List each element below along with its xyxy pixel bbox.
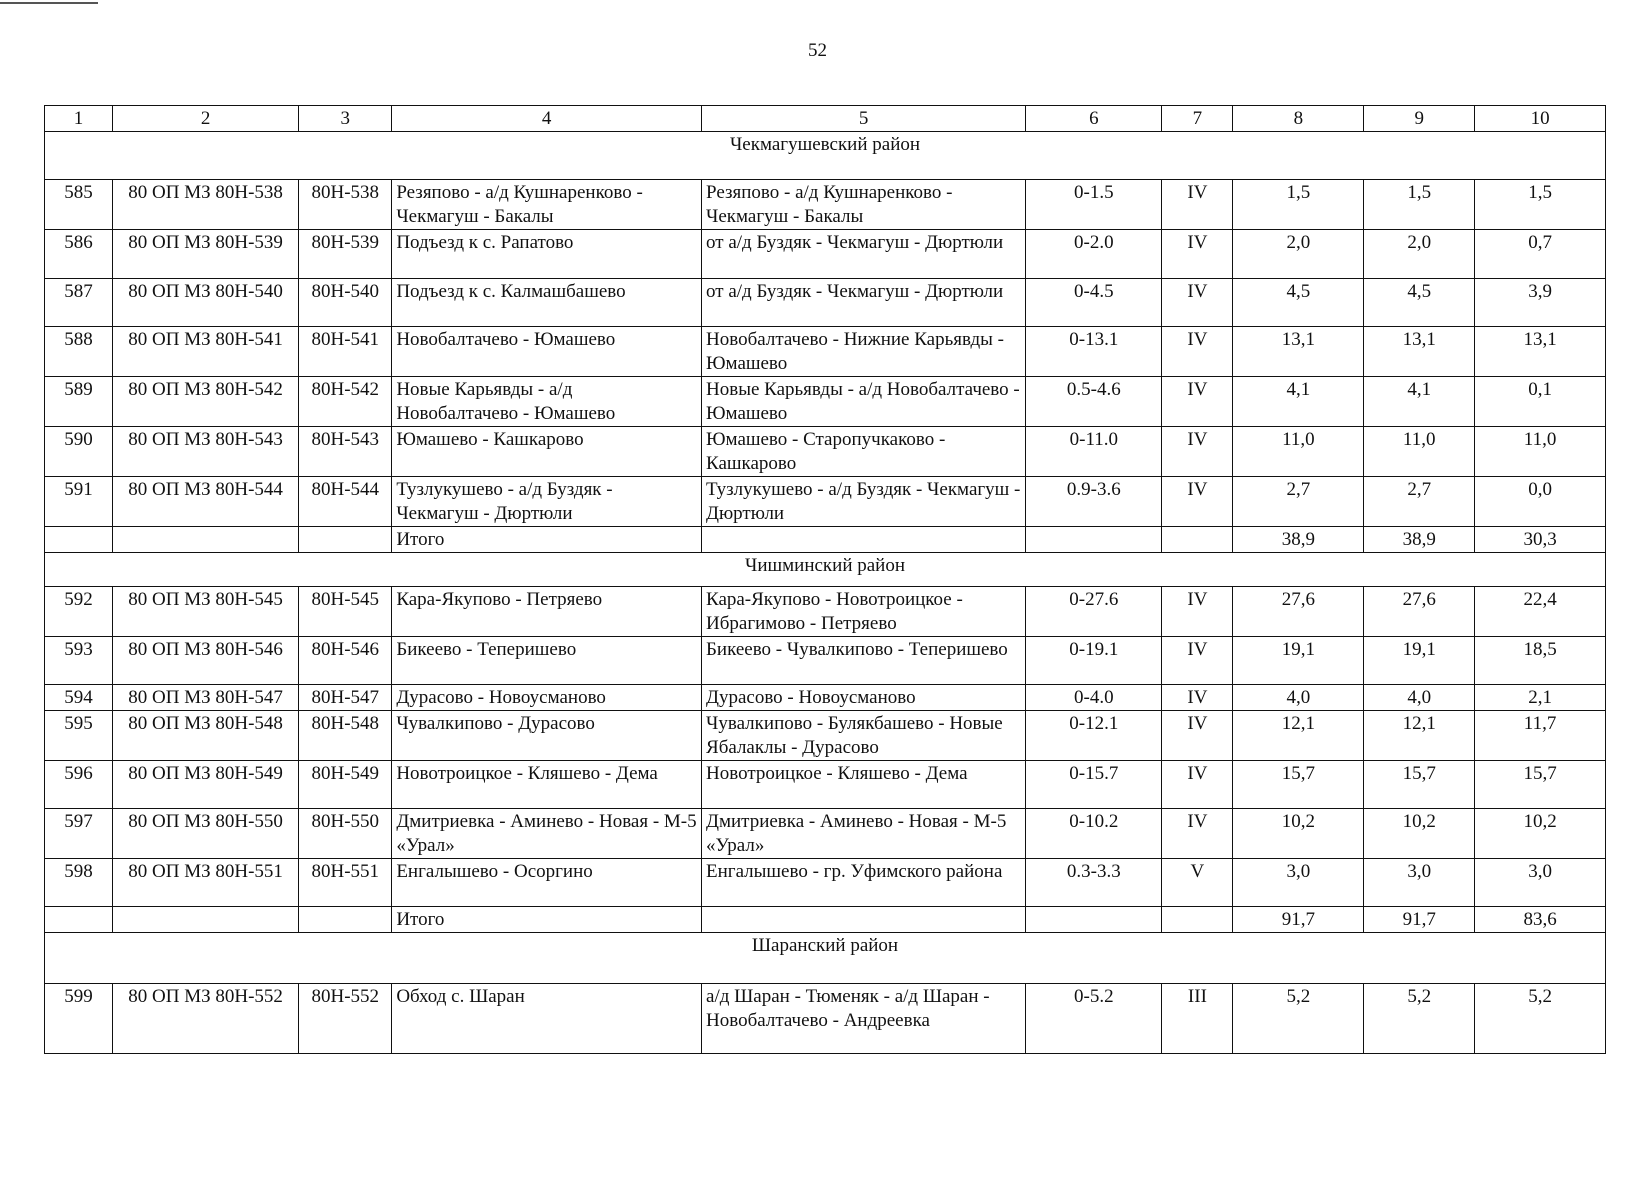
road-name: Новые Карьявды - а/д Новобалтачево - Юмашево	[392, 377, 702, 427]
road-code: 80Н-540	[299, 279, 392, 327]
road-route: Енгалышево - гр. Уфимского района	[702, 859, 1026, 907]
road-code: 80Н-541	[299, 327, 392, 377]
road-route: Резяпово - а/д Кушнаренково - Чекмагуш - Бакалы	[702, 180, 1026, 230]
row-number: 596	[45, 761, 113, 809]
road-id: 80 ОП МЗ 80Н-550	[113, 809, 299, 859]
road-name: Бикеево - Теперишево	[392, 637, 702, 685]
total-label: Итого	[392, 527, 702, 553]
empty-cell	[45, 907, 113, 933]
row-number: 592	[45, 587, 113, 637]
total-col-9: 38,9	[1364, 527, 1475, 553]
row-number: 599	[45, 984, 113, 1054]
road-name: Подъезд к с. Рапатово	[392, 230, 702, 279]
empty-cell	[299, 527, 392, 553]
empty-cell	[702, 907, 1026, 933]
road-route: Юмашево - Старопучкаково - Кашкарово	[702, 427, 1026, 477]
column-header: 4	[392, 106, 702, 132]
value-col-9: 3,0	[1364, 859, 1475, 907]
road-category: IV	[1162, 761, 1233, 809]
table-row	[45, 637, 1606, 685]
value-col-8: 19,1	[1233, 637, 1364, 685]
empty-cell	[113, 907, 299, 933]
table-row	[45, 809, 1606, 859]
value-col-9: 4,5	[1364, 279, 1475, 327]
table-row	[45, 685, 1606, 711]
row-number: 589	[45, 377, 113, 427]
table-row	[45, 279, 1606, 327]
value-col-9: 5,2	[1364, 984, 1475, 1054]
road-km-range: 0.3-3.3	[1026, 859, 1162, 907]
table-row	[45, 230, 1606, 279]
table-row	[45, 711, 1606, 761]
road-id: 80 ОП МЗ 80Н-540	[113, 279, 299, 327]
value-col-8: 27,6	[1233, 587, 1364, 637]
road-km-range: 0-15.7	[1026, 761, 1162, 809]
empty-cell	[1026, 527, 1162, 553]
table-row	[45, 427, 1606, 477]
road-id: 80 ОП МЗ 80Н-548	[113, 711, 299, 761]
road-category: IV	[1162, 327, 1233, 377]
row-number: 594	[45, 685, 113, 711]
value-col-10: 3,9	[1475, 279, 1606, 327]
road-route: Дурасово - Новоусманово	[702, 685, 1026, 711]
value-col-10: 0,7	[1475, 230, 1606, 279]
road-km-range: 0-12.1	[1026, 711, 1162, 761]
empty-cell	[1162, 527, 1233, 553]
value-col-8: 4,5	[1233, 279, 1364, 327]
row-number: 590	[45, 427, 113, 477]
value-col-10: 11,0	[1475, 427, 1606, 477]
total-col-8: 91,7	[1233, 907, 1364, 933]
road-km-range: 0.9-3.6	[1026, 477, 1162, 527]
row-number: 588	[45, 327, 113, 377]
road-route: от а/д Буздяк - Чекмагуш - Дюртюли	[702, 230, 1026, 279]
road-category: IV	[1162, 180, 1233, 230]
road-route: Дмитриевка - Аминево - Новая - М-5 «Урал»	[702, 809, 1026, 859]
table-row	[45, 180, 1606, 230]
section-header-row	[45, 553, 1606, 587]
road-km-range: 0-4.5	[1026, 279, 1162, 327]
road-code: 80Н-544	[299, 477, 392, 527]
page-number: 52	[808, 40, 827, 61]
value-col-8: 13,1	[1233, 327, 1364, 377]
road-category: IV	[1162, 477, 1233, 527]
value-col-8: 11,0	[1233, 427, 1364, 477]
road-km-range: 0-27.6	[1026, 587, 1162, 637]
section-title: Чишминский район	[45, 553, 1606, 587]
value-col-10: 1,5	[1475, 180, 1606, 230]
empty-cell	[1162, 907, 1233, 933]
scan-edge-mark	[0, 2, 98, 4]
table-row	[45, 377, 1606, 427]
road-name: Обход с. Шаран	[392, 984, 702, 1054]
total-col-8: 38,9	[1233, 527, 1364, 553]
value-col-9: 13,1	[1364, 327, 1475, 377]
road-km-range: 0-4.0	[1026, 685, 1162, 711]
road-id: 80 ОП МЗ 80Н-538	[113, 180, 299, 230]
road-id: 80 ОП МЗ 80Н-545	[113, 587, 299, 637]
road-name: Чувалкипово - Дурасово	[392, 711, 702, 761]
road-code: 80Н-542	[299, 377, 392, 427]
road-name: Новотроицкое - Кляшево - Дема	[392, 761, 702, 809]
road-category: IV	[1162, 637, 1233, 685]
road-route: Новобалтачево - Нижние Карьявды - Юмашево	[702, 327, 1026, 377]
road-code: 80Н-538	[299, 180, 392, 230]
value-col-10: 0,0	[1475, 477, 1606, 527]
road-km-range: 0-19.1	[1026, 637, 1162, 685]
column-header: 7	[1162, 106, 1233, 132]
value-col-10: 2,1	[1475, 685, 1606, 711]
value-col-9: 11,0	[1364, 427, 1475, 477]
row-number: 591	[45, 477, 113, 527]
road-name: Тузлукушево - а/д Буздяк - Чекмагуш - Дюртюли	[392, 477, 702, 527]
road-id: 80 ОП МЗ 80Н-544	[113, 477, 299, 527]
table-row	[45, 984, 1606, 1054]
road-km-range: 0-11.0	[1026, 427, 1162, 477]
road-code: 80Н-550	[299, 809, 392, 859]
road-category: IV	[1162, 685, 1233, 711]
empty-cell	[113, 527, 299, 553]
road-id: 80 ОП МЗ 80Н-541	[113, 327, 299, 377]
column-header: 5	[702, 106, 1026, 132]
road-id: 80 ОП МЗ 80Н-552	[113, 984, 299, 1054]
row-number: 587	[45, 279, 113, 327]
road-id: 80 ОП МЗ 80Н-543	[113, 427, 299, 477]
road-category: IV	[1162, 230, 1233, 279]
road-id: 80 ОП МЗ 80Н-551	[113, 859, 299, 907]
column-number-row	[45, 106, 1606, 132]
empty-cell	[702, 527, 1026, 553]
section-header-row	[45, 933, 1606, 984]
table-row	[45, 587, 1606, 637]
road-name: Подъезд к с. Калмашбашево	[392, 279, 702, 327]
road-code: 80Н-547	[299, 685, 392, 711]
value-col-10: 10,2	[1475, 809, 1606, 859]
road-code: 80Н-551	[299, 859, 392, 907]
road-code: 80Н-546	[299, 637, 392, 685]
row-number: 585	[45, 180, 113, 230]
road-route: Кара-Якупово - Новотроицкое - Ибрагимово - Петряево	[702, 587, 1026, 637]
column-header: 1	[45, 106, 113, 132]
road-name: Енгалышево - Осоргино	[392, 859, 702, 907]
value-col-8: 2,0	[1233, 230, 1364, 279]
road-name: Дурасово - Новоусманово	[392, 685, 702, 711]
column-header: 6	[1026, 106, 1162, 132]
row-number: 597	[45, 809, 113, 859]
value-col-10: 13,1	[1475, 327, 1606, 377]
road-code: 80Н-545	[299, 587, 392, 637]
column-header: 8	[1233, 106, 1364, 132]
row-number: 598	[45, 859, 113, 907]
column-header: 2	[113, 106, 299, 132]
road-code: 80Н-549	[299, 761, 392, 809]
road-id: 80 ОП МЗ 80Н-539	[113, 230, 299, 279]
section-header-row	[45, 132, 1606, 180]
road-km-range: 0-1.5	[1026, 180, 1162, 230]
empty-cell	[45, 527, 113, 553]
value-col-8: 10,2	[1233, 809, 1364, 859]
table-row	[45, 477, 1606, 527]
total-label: Итого	[392, 907, 702, 933]
table-row	[45, 859, 1606, 907]
road-id: 80 ОП МЗ 80Н-547	[113, 685, 299, 711]
value-col-9: 2,0	[1364, 230, 1475, 279]
value-col-10: 11,7	[1475, 711, 1606, 761]
empty-cell	[1026, 907, 1162, 933]
section-title: Чекмагушевский район	[45, 132, 1606, 180]
empty-cell	[299, 907, 392, 933]
road-id: 80 ОП МЗ 80Н-546	[113, 637, 299, 685]
road-id: 80 ОП МЗ 80Н-549	[113, 761, 299, 809]
road-code: 80Н-543	[299, 427, 392, 477]
road-name: Резяпово - а/д Кушнаренково - Чекмагуш - Бакалы	[392, 180, 702, 230]
road-category: IV	[1162, 809, 1233, 859]
column-header: 10	[1475, 106, 1606, 132]
value-col-8: 4,0	[1233, 685, 1364, 711]
row-number: 595	[45, 711, 113, 761]
road-category: IV	[1162, 377, 1233, 427]
value-col-8: 12,1	[1233, 711, 1364, 761]
total-row	[45, 527, 1606, 553]
road-name: Юмашево - Кашкарово	[392, 427, 702, 477]
road-name: Дмитриевка - Аминево - Новая - М-5 «Урал»	[392, 809, 702, 859]
road-id: 80 ОП МЗ 80Н-542	[113, 377, 299, 427]
table-row	[45, 761, 1606, 809]
road-km-range: 0.5-4.6	[1026, 377, 1162, 427]
road-category: IV	[1162, 711, 1233, 761]
road-route: Тузлукушево - а/д Буздяк - Чекмагуш - Дюртюли	[702, 477, 1026, 527]
total-col-9: 91,7	[1364, 907, 1475, 933]
value-col-10: 18,5	[1475, 637, 1606, 685]
road-route: от а/д Буздяк - Чекмагуш - Дюртюли	[702, 279, 1026, 327]
value-col-9: 15,7	[1364, 761, 1475, 809]
value-col-10: 0,1	[1475, 377, 1606, 427]
value-col-9: 1,5	[1364, 180, 1475, 230]
value-col-10: 5,2	[1475, 984, 1606, 1054]
road-km-range: 0-5.2	[1026, 984, 1162, 1054]
road-route: Чувалкипово - Булякбашево - Новые Ябалаклы - Дурасово	[702, 711, 1026, 761]
road-code: 80Н-552	[299, 984, 392, 1054]
column-header: 3	[299, 106, 392, 132]
value-col-8: 15,7	[1233, 761, 1364, 809]
value-col-9: 10,2	[1364, 809, 1475, 859]
road-category: IV	[1162, 587, 1233, 637]
road-km-range: 0-2.0	[1026, 230, 1162, 279]
road-category: V	[1162, 859, 1233, 907]
value-col-8: 5,2	[1233, 984, 1364, 1054]
value-col-10: 3,0	[1475, 859, 1606, 907]
value-col-8: 1,5	[1233, 180, 1364, 230]
road-route: Бикеево - Чувалкипово - Теперишево	[702, 637, 1026, 685]
road-code: 80Н-539	[299, 230, 392, 279]
road-category: III	[1162, 984, 1233, 1054]
roads-table	[44, 105, 1606, 1054]
table-row	[45, 327, 1606, 377]
row-number: 586	[45, 230, 113, 279]
road-name: Новобалтачево - Юмашево	[392, 327, 702, 377]
road-km-range: 0-13.1	[1026, 327, 1162, 377]
value-col-8: 2,7	[1233, 477, 1364, 527]
value-col-8: 3,0	[1233, 859, 1364, 907]
value-col-9: 12,1	[1364, 711, 1475, 761]
row-number: 593	[45, 637, 113, 685]
road-name: Кара-Якупово - Петряево	[392, 587, 702, 637]
road-km-range: 0-10.2	[1026, 809, 1162, 859]
road-route: Новые Карьявды - а/д Новобалтачево - Юмашево	[702, 377, 1026, 427]
road-route: Новотроицкое - Кляшево - Дема	[702, 761, 1026, 809]
value-col-9: 27,6	[1364, 587, 1475, 637]
total-row	[45, 907, 1606, 933]
road-category: IV	[1162, 279, 1233, 327]
road-code: 80Н-548	[299, 711, 392, 761]
road-category: IV	[1162, 427, 1233, 477]
value-col-10: 15,7	[1475, 761, 1606, 809]
value-col-9: 4,0	[1364, 685, 1475, 711]
value-col-8: 4,1	[1233, 377, 1364, 427]
value-col-9: 19,1	[1364, 637, 1475, 685]
column-header: 9	[1364, 106, 1475, 132]
section-title: Шаранский район	[45, 933, 1606, 984]
value-col-9: 2,7	[1364, 477, 1475, 527]
value-col-10: 22,4	[1475, 587, 1606, 637]
value-col-9: 4,1	[1364, 377, 1475, 427]
total-col-10: 83,6	[1475, 907, 1606, 933]
total-col-10: 30,3	[1475, 527, 1606, 553]
road-route: а/д Шаран - Тюменяк - а/д Шаран - Новобалтачево - Андреевка	[702, 984, 1026, 1054]
